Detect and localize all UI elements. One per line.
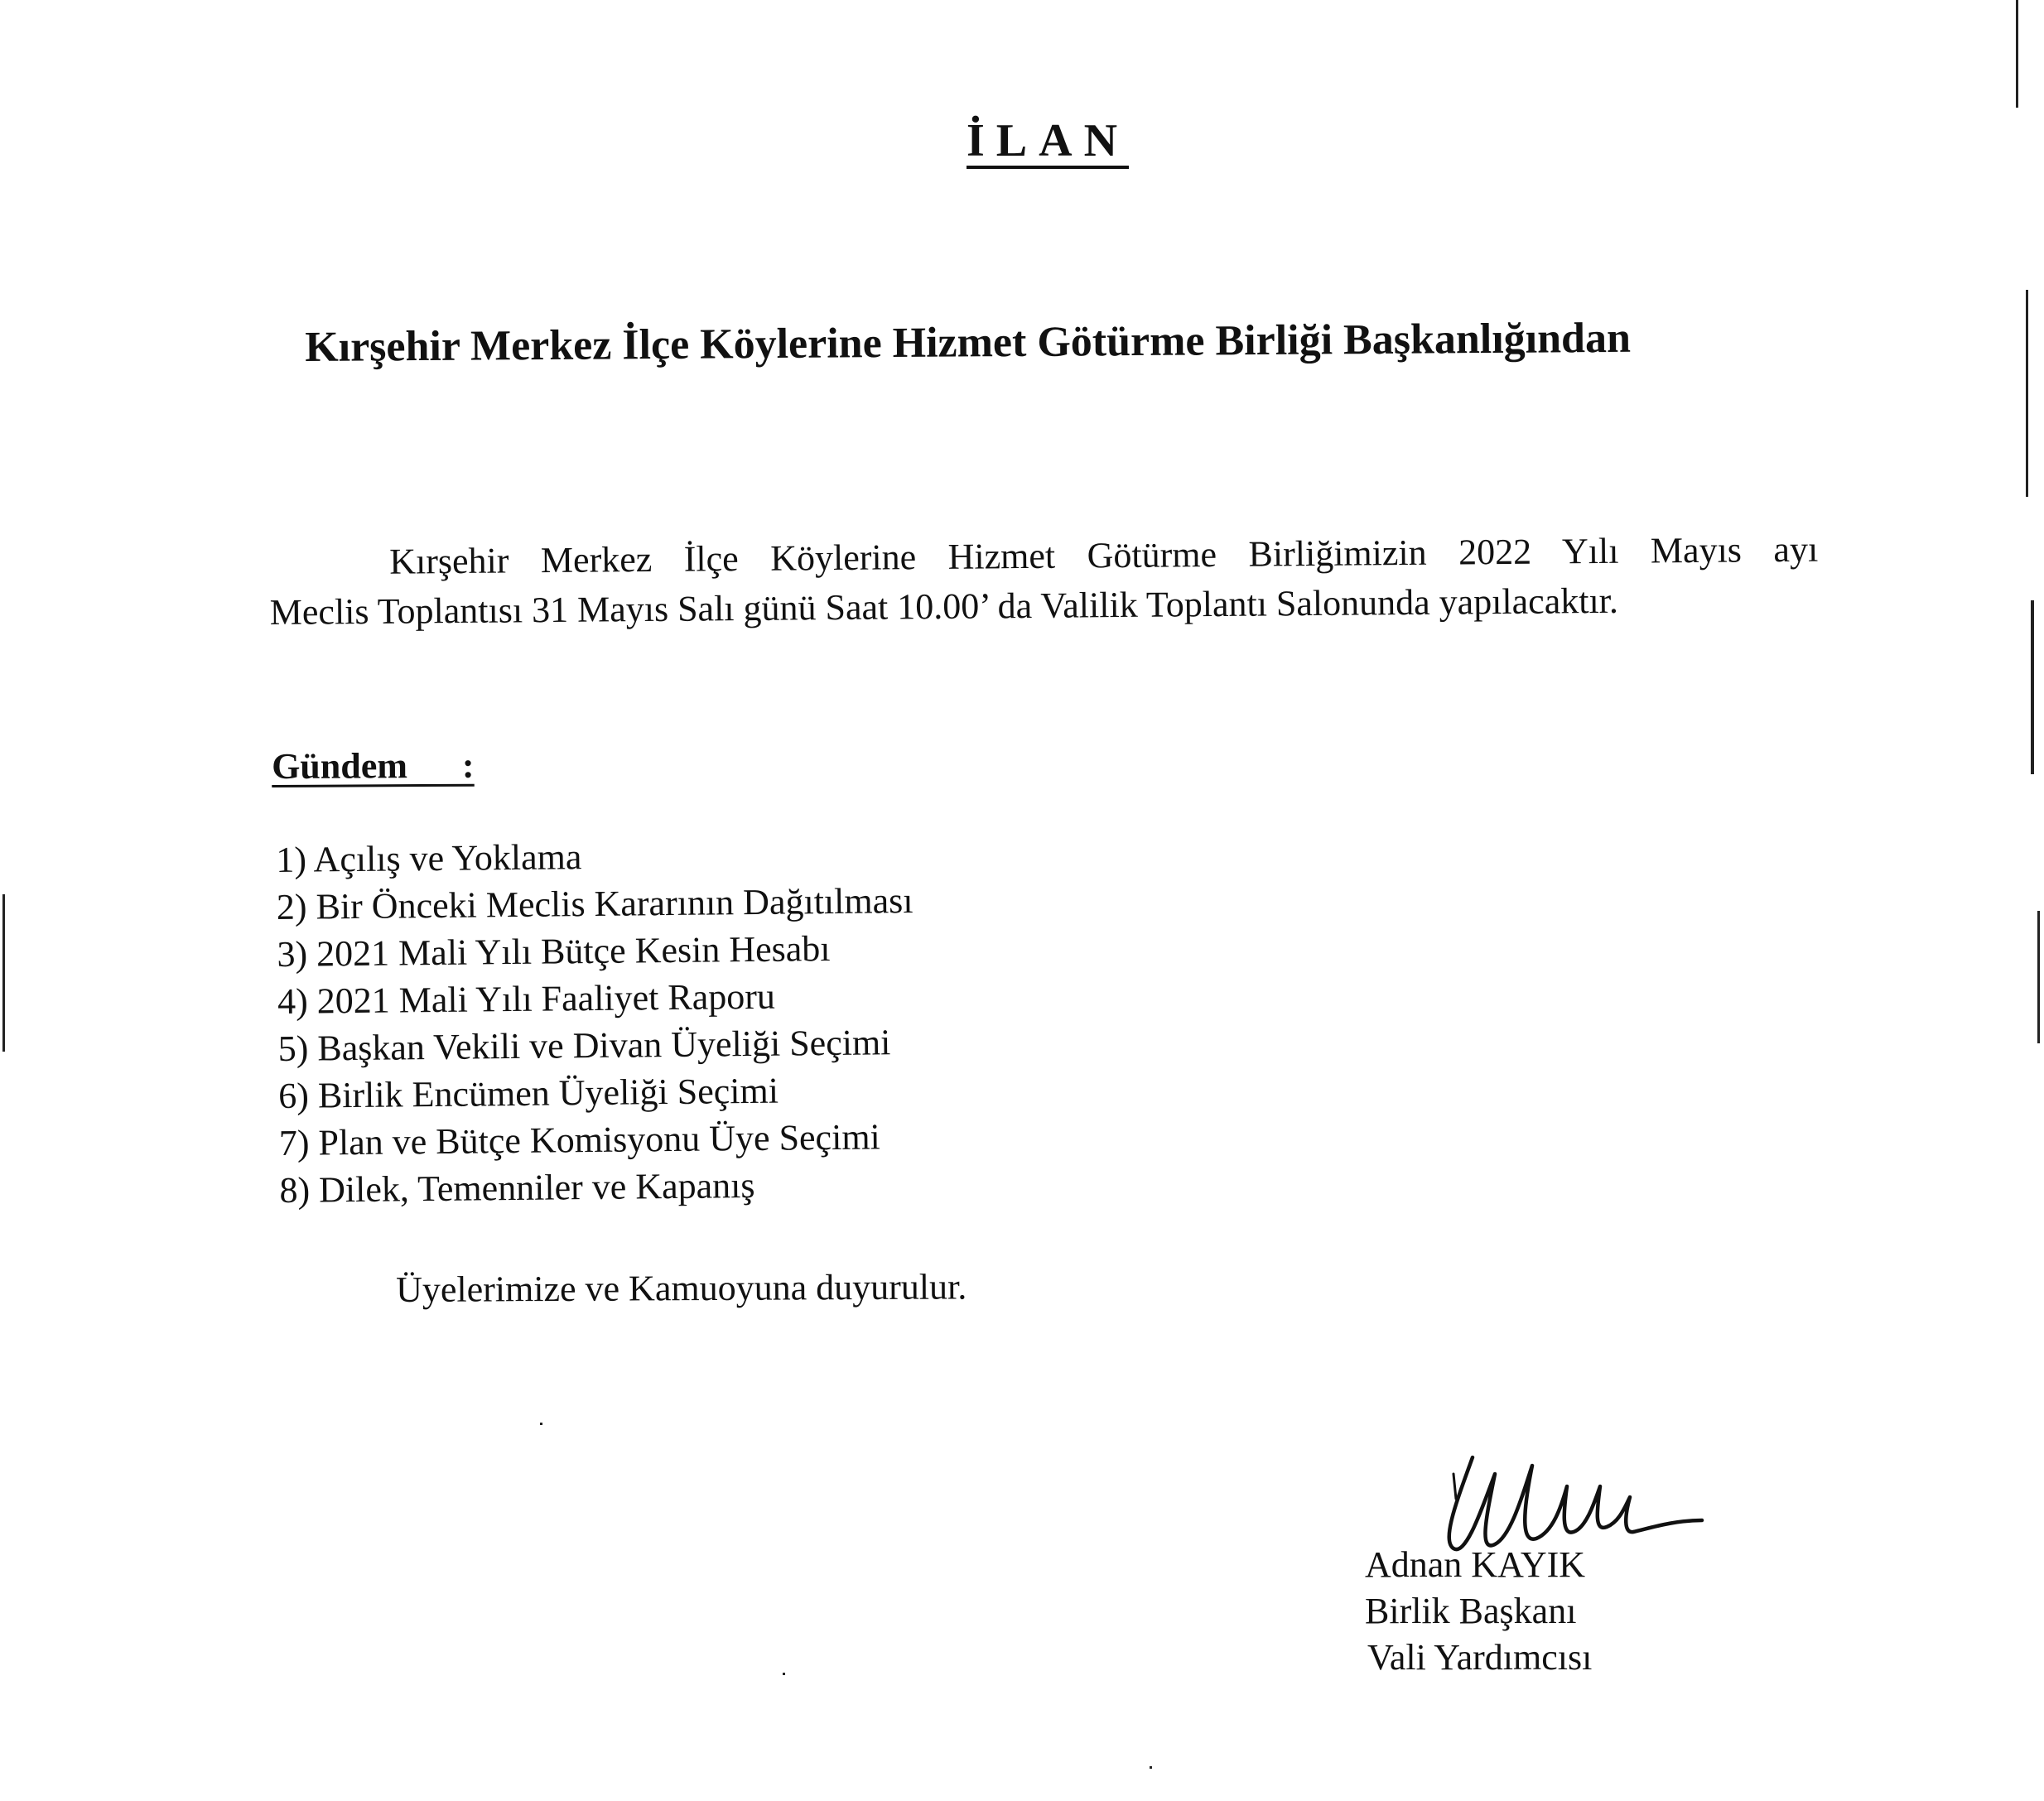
scan-edge-mark (2, 894, 5, 1052)
signatory-position: Birlik Başkanı (1365, 1591, 1577, 1631)
scan-dot (783, 1673, 785, 1675)
signatory-title: Vali Yardımcısı (1367, 1637, 1593, 1678)
agenda-item: 3) 2021 Mali Yılı Bütçe Kesin Hesabı (277, 927, 831, 975)
agenda-item: 6) Birlik Encümen Üyeliği Seçimi (278, 1070, 779, 1116)
scan-edge-mark (2037, 911, 2040, 1043)
handwritten-signature (1408, 1441, 1714, 1565)
signatory-name: Adnan KAYIK (1365, 1544, 1586, 1585)
agenda-item: 1) Açılış ve Yoklama (276, 836, 582, 880)
agenda-item: 2) Bir Önceki Meclis Kararının Dağıtılması (276, 879, 914, 927)
scan-edge-mark (2016, 0, 2018, 108)
agenda-item: 5) Başkan Vekili ve Divan Üyeliği Seçimi (277, 1022, 891, 1069)
agenda-list (276, 830, 916, 1214)
announcement-paragraph (269, 525, 1819, 638)
agenda-title: Gündem : (272, 744, 475, 787)
closing-statement: Üyelerimize ve Kamuoyuna duyurulur. (396, 1266, 967, 1310)
scan-dot (1150, 1766, 1152, 1769)
scan-edge-mark (2031, 600, 2034, 774)
paragraph-line-1: Kırşehir Merkez İlçe Köylerine Hizmet Götürme Birliğimizin 2022 Yılı Mayıs ayı (389, 528, 1819, 582)
agenda-item: 4) 2021 Mali Yılı Faaliyet Raporu (277, 975, 776, 1022)
agenda-item: 7) Plan ve Bütçe Komisyonu Üye Seçimi (278, 1116, 881, 1163)
document-title: İLAN (967, 115, 1130, 166)
issuer-heading: Kırşehir Merkez İlçe Köylerine Hizmet Götürme Birliği Başkanlığından (305, 314, 1632, 371)
paragraph-line-2: Meclis Toplantısı 31 Mayıs Salı günü Saat 10.00’ da Valilik Toplantı Salonunda yapılacaktır. (269, 580, 1619, 633)
scan-dot (540, 1423, 542, 1425)
agenda-item: 8) Dilek, Temenniler ve Kapanış (279, 1164, 755, 1211)
scan-edge-mark (2026, 290, 2028, 497)
